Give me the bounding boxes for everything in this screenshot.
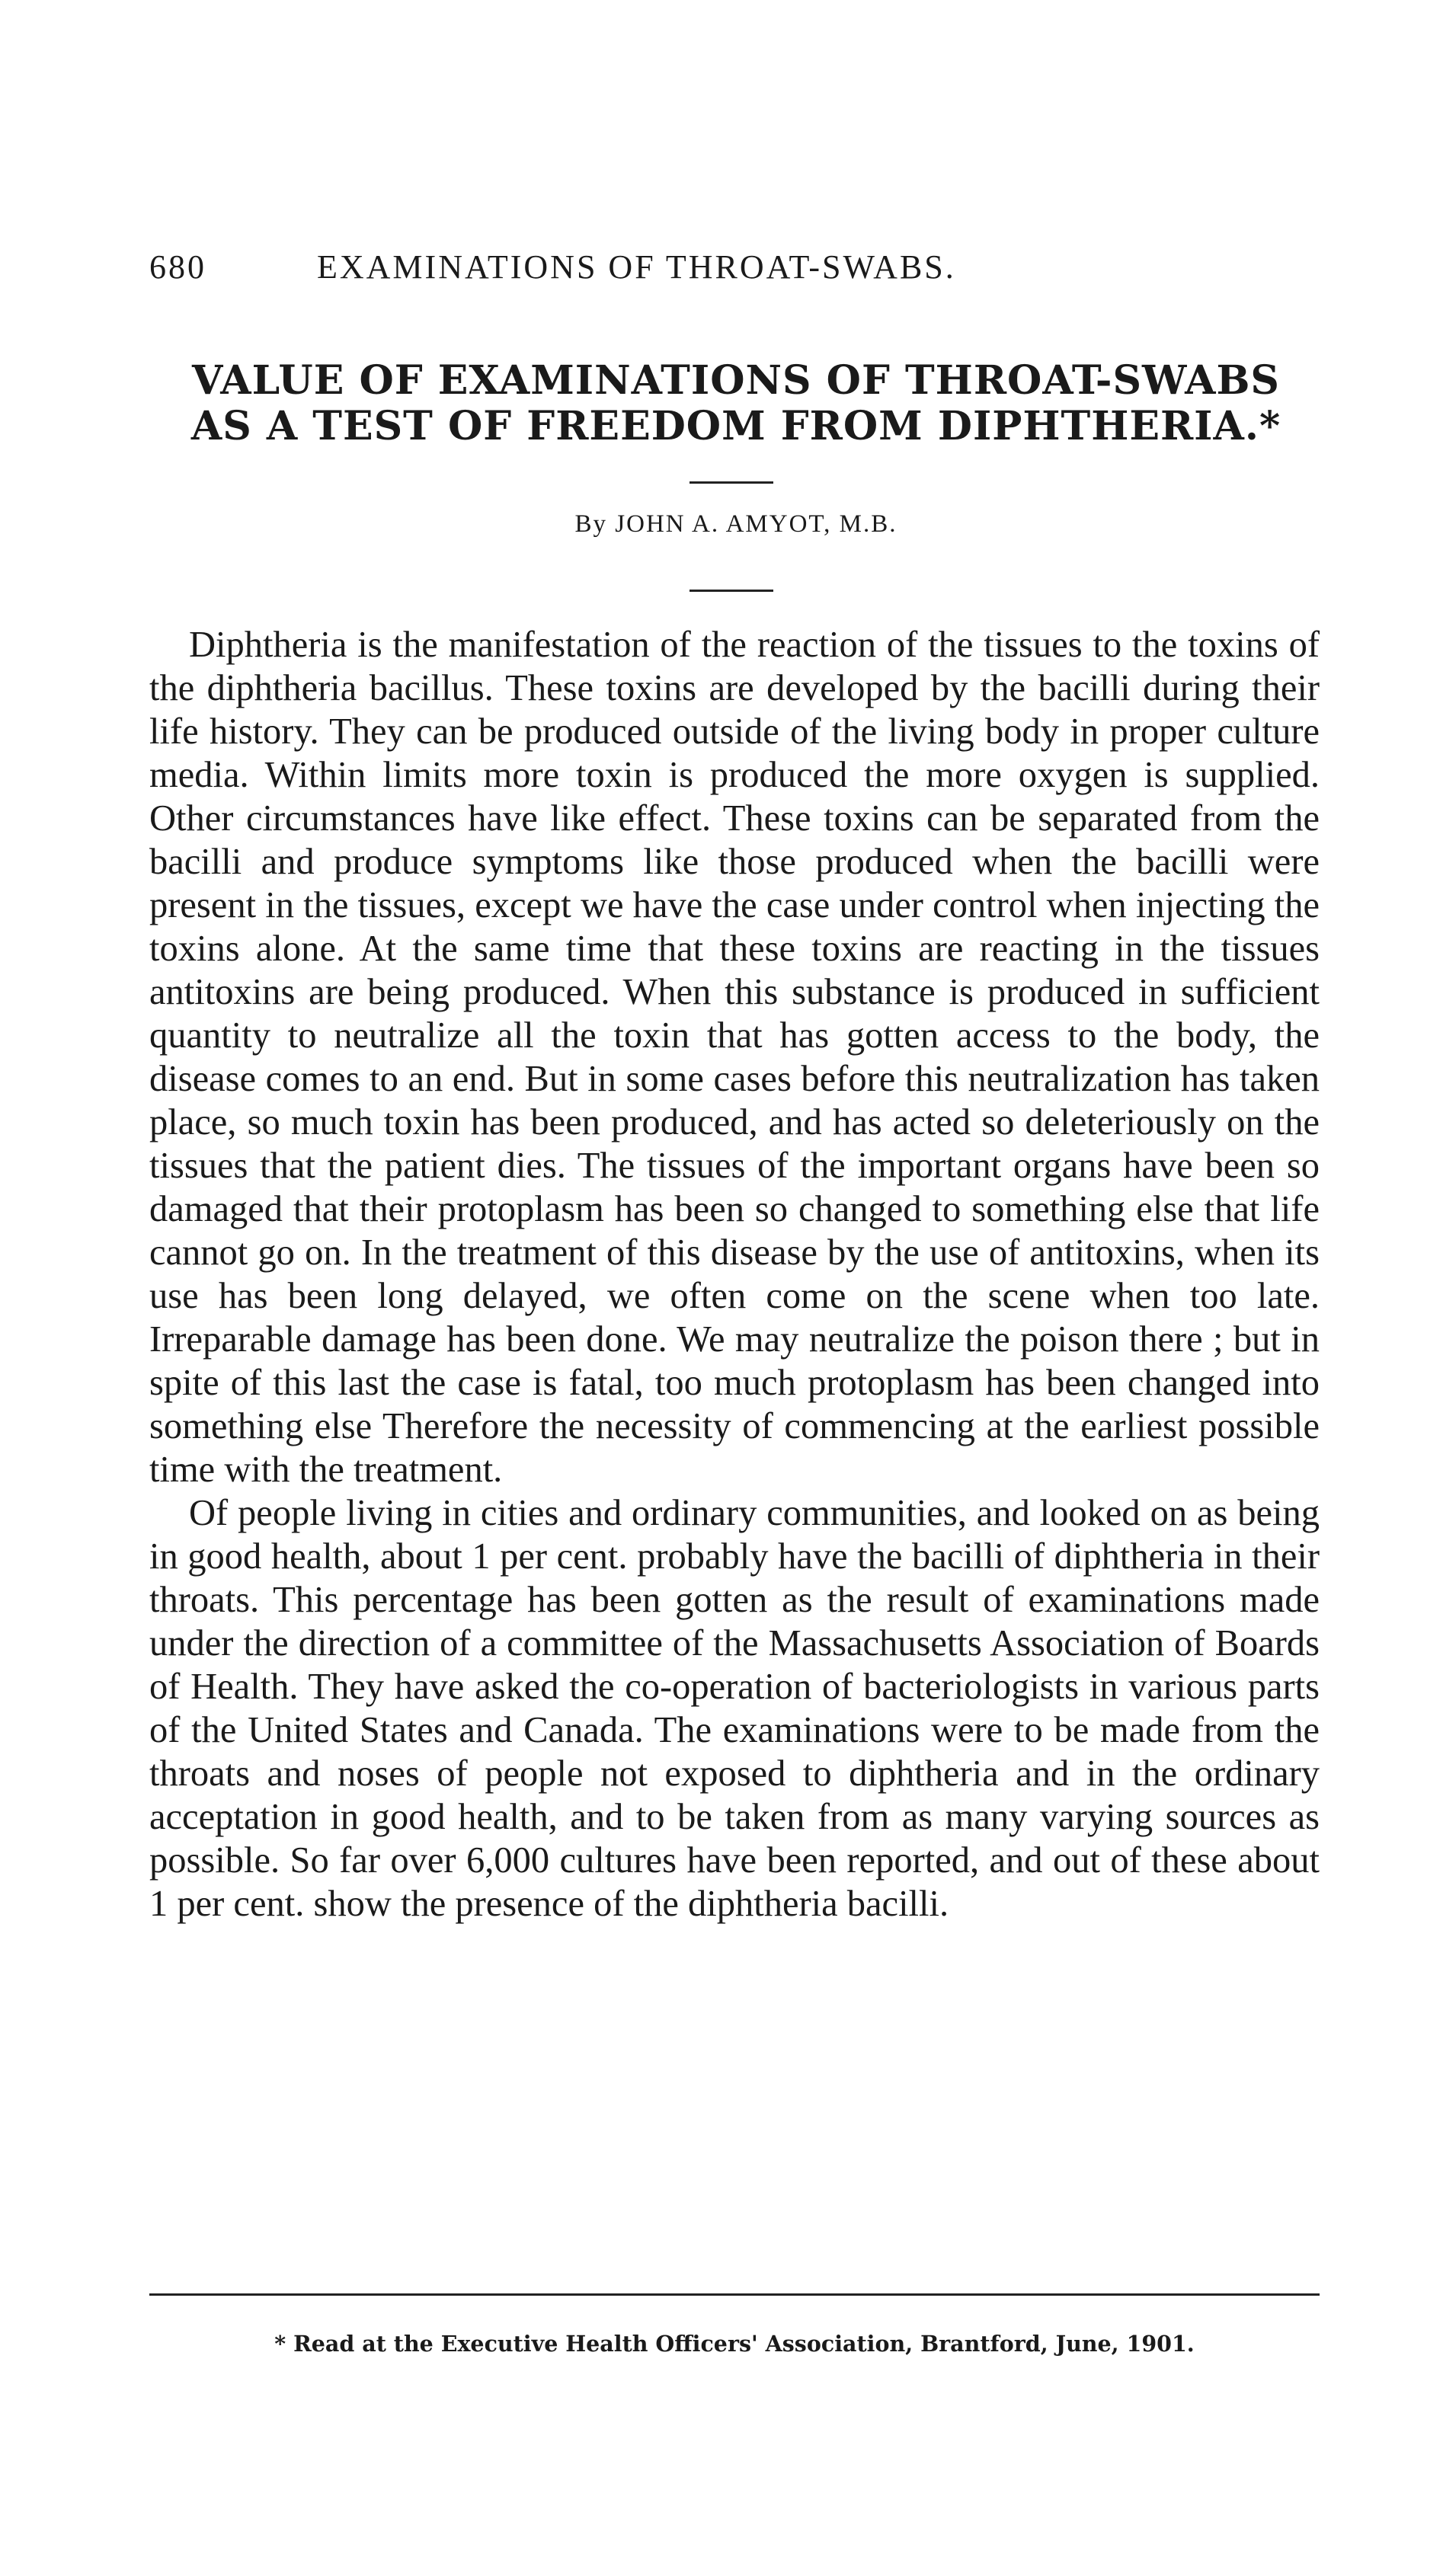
footnote-divider <box>149 2293 1320 2296</box>
article-title-line-1: VALUE OF EXAMINATIONS OF THROAT-SWABS <box>192 357 1280 404</box>
running-head-title: EXAMINATIONS OF THROAT-SWABS. <box>317 248 956 286</box>
title-divider <box>690 481 773 484</box>
article-title-line-2: AS A TEST OF FREEDOM FROM DIPHTHERIA.* <box>190 403 1281 449</box>
footnote: * Read at the Executive Health Officers' Association, Brantford, June, 1901. <box>274 2331 1195 2357</box>
running-head <box>149 248 1323 286</box>
author-byline: By JOHN A. AMYOT, M.B. <box>574 510 897 538</box>
article-title <box>149 358 1323 449</box>
article-body <box>149 623 1320 1926</box>
paragraph: Of people living in cities and ordinary communities, and looked on as being in good health, about 1 per cent. probably have the bacilli of diphtheria in their throats. This percentage has been gotten as the result of examinations made under the direction of a committee of the Massachusetts Association of Boards of Health. They have asked the co-operation of bacteriologists in various parts of the United States and Canada. The examinations were to be made from the throats and noses of people not exposed to diphtheria and in the ordinary acceptation in good health, and to be taken from as many varying sources as possible. So far over 6,000 cultures have been reported, and out of these about 1 per cent. show the presence of the diphtheria bacilli. <box>149 1493 1320 1924</box>
page-number: 680 <box>149 248 206 286</box>
byline-divider <box>690 590 773 592</box>
paragraph: Diphtheria is the manifestation of the reaction of the tissues to the toxins of the diphtheria bacillus. These toxins are developed by the bacilli during their life history. They can be produced outside of the living body in proper culture media. Within limits more toxin is produced the more oxygen is supplied. Other circumstances have like effect. These toxins can be separated from the bacilli and produce symptoms like those produced when the bacilli were present in the tissues, except we have the case under control when injecting the toxins alone. At the same time that these toxins are reacting in the tissues antitoxins are being produced. When this substance is produced in sufficient quantity to neutralize all the toxin that has gotten access to the body, the disease comes to an end. But in some cases before this neutralization has taken place, so much toxin has been produced, and has acted so deleteriously on the tissues that the patient dies. The tissues of the important organs have been so damaged that their protoplasm has been so changed to something else that life cannot go on. In the treatment of this disease by the use of antitoxins, when its use has been long delayed, we often come on the scene when too late. Irreparable damage has been done. We may neutralize the poison there ; but in spite of this last the case is fatal, too much protoplasm has been changed into something else Therefore the necessity of commencing at the earliest possible time with the treatment. <box>149 625 1320 1490</box>
